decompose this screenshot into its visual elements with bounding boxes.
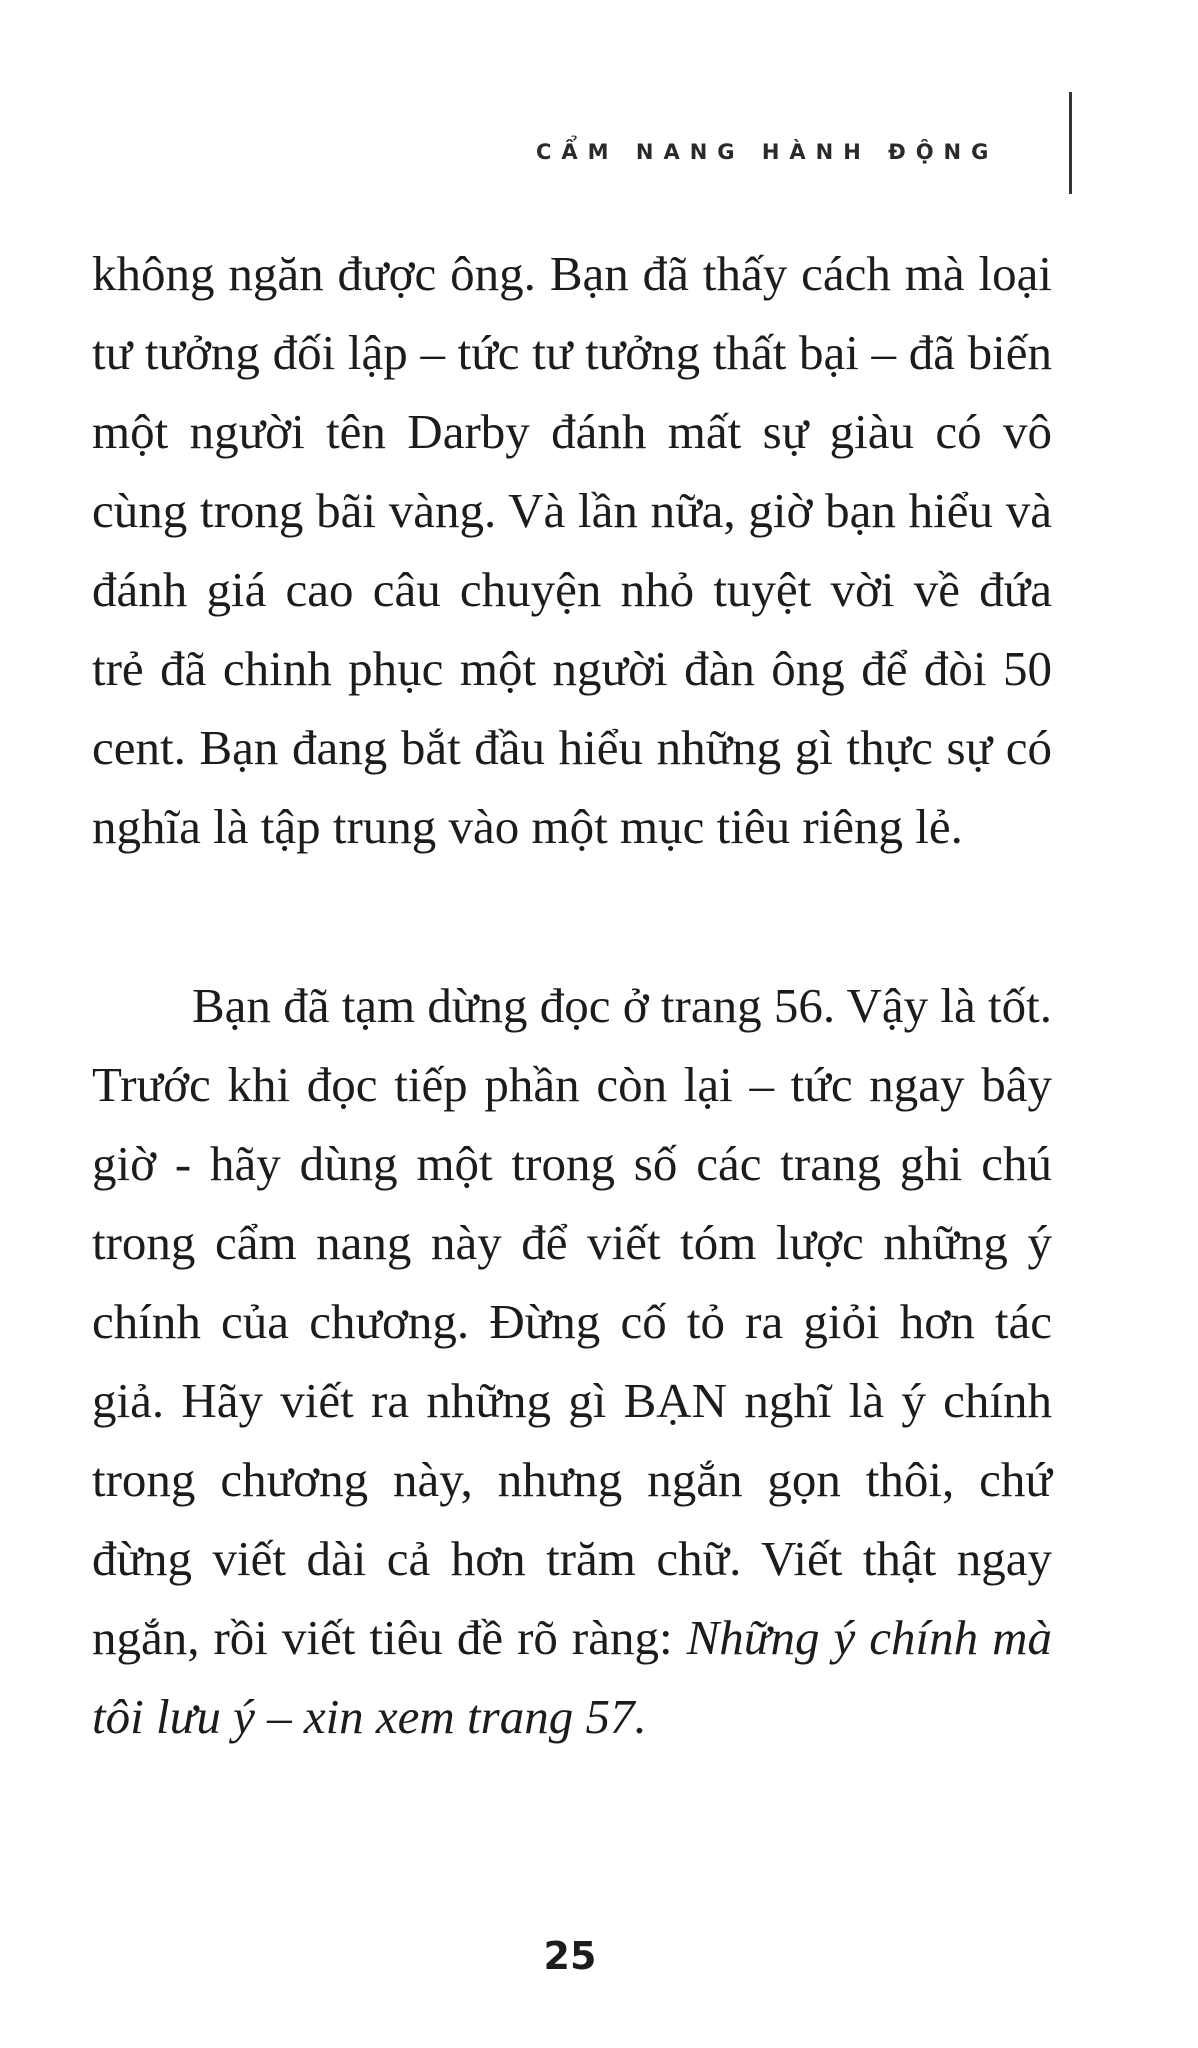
header-divider (1069, 92, 1072, 194)
paragraph-2-text: Bạn đã tạm dừng đọc ở trang 56. Vậy là tốt. Trước khi đọc tiếp phần còn lại – tức ngay bây giờ - hãy dùng một trong số các trang ghi chú trong cẩm nang này để viết tóm lược những ý chính của chương. Đừng cố tỏ ra giỏi hơn tác giả. Hãy viết ra những gì BẠN nghĩ là ý chính trong chương này, nhưng ngắn gọn thôi, chứ đừng viết dài cả hơn trăm chữ. Viết thật ngay ngắn, rồi viết tiêu đề rõ ràng: (92, 978, 1052, 1665)
paragraph-1: không ngăn được ông. Bạn đã thấy cách mà loại tư tưởng đối lập – tức tư tưởng thất bại – đã biến một người tên Darby đánh mất sự giàu có vô cùng trong bãi vàng. Và lần nữa, giờ bạn hiểu và đánh giá cao câu chuyện nhỏ tuyệt vời về đứa trẻ đã chinh phục một người đàn ông để đòi 50 cent. Bạn đang bắt đầu hiểu những gì thực sự có nghĩa là tập trung vào một mục tiêu riêng lẻ. (92, 246, 1052, 854)
page-number: 25 (543, 1934, 597, 1978)
paragraph-2-italic-title: Những ý chính mà tôi lưu ý – xin xem trang 57. (92, 1610, 1053, 1744)
paragraph-2 (92, 966, 1052, 1756)
running-header: CẨM NANG HÀNH ĐỘNG (536, 140, 999, 164)
